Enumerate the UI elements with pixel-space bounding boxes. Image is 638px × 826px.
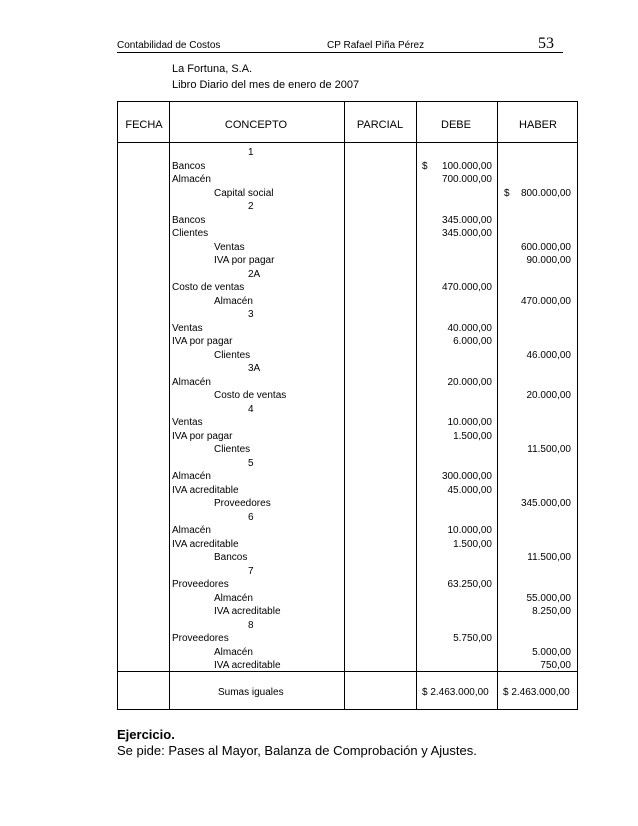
haber-amount: 90.000,00 — [526, 255, 571, 266]
table-row — [118, 376, 577, 389]
debe-amount: 63.250,00 — [447, 579, 492, 590]
haber-amount: 800.000,00 — [520, 187, 571, 199]
debe-amount: 1.500,00 — [453, 430, 492, 442]
debit-account: Costo de ventas — [172, 282, 245, 293]
haber-amount: 46.000,00 — [526, 349, 571, 361]
table-row — [118, 632, 577, 645]
table-row — [118, 551, 577, 564]
entry-number: 8 — [248, 619, 254, 631]
journal-subtitle: Libro Diario del mes de enero de 2007 — [172, 79, 360, 91]
table-row — [118, 646, 577, 659]
credit-account: Clientes — [214, 349, 251, 361]
debe-amount: 10.000,00 — [447, 525, 492, 536]
table-row — [118, 268, 577, 281]
table-row — [118, 659, 577, 672]
table-row — [118, 160, 577, 173]
credit-account: Costo de ventas — [214, 390, 287, 401]
debit-account: Ventas — [172, 322, 203, 334]
table-row — [118, 619, 577, 632]
table-row — [118, 403, 577, 416]
debit-account: IVA por pagar — [172, 430, 233, 442]
table-row — [118, 295, 577, 308]
column-header-concepto: CONCEPTO — [224, 119, 288, 131]
entry-number: 7 — [248, 565, 254, 577]
credit-account: Proveedores — [214, 498, 271, 509]
haber-amount: 55.000,00 — [526, 592, 571, 604]
debe-amount: 10.000,00 — [447, 417, 492, 428]
credit-account: Almacén — [214, 592, 253, 604]
header-row-divider — [118, 142, 577, 143]
debe-amount: 700.000,00 — [441, 174, 492, 185]
credit-account: Ventas — [214, 241, 245, 253]
credit-account: Bancos — [214, 552, 248, 563]
entry-number: 1 — [248, 147, 254, 158]
table-row — [118, 241, 577, 254]
debe-amount: 300.000,00 — [441, 471, 492, 482]
entry-number: 2 — [248, 201, 254, 212]
debe-amount: 345.000,00 — [441, 214, 492, 226]
totals-haber: $ 2.463.000,00 — [503, 687, 570, 698]
table-row — [118, 254, 577, 267]
credit-account: Clientes — [214, 444, 251, 455]
table-row — [118, 497, 577, 510]
entry-number: 2A — [248, 268, 261, 280]
debit-account: Almacén — [172, 471, 211, 482]
running-header-left: Contabilidad de Costos — [117, 40, 221, 51]
column-header-parcial: PARCIAL — [356, 119, 404, 131]
running-header-author: CP Rafael Piña Pérez — [327, 40, 425, 51]
haber-amount: 470.000,00 — [520, 295, 571, 307]
haber-amount: 5.000,00 — [532, 646, 571, 658]
exercise-title: Ejercicio. — [117, 727, 175, 742]
credit-account: Capital social — [214, 187, 274, 199]
credit-account: Almacén — [214, 295, 253, 307]
debit-account: IVA acreditable — [172, 484, 239, 496]
header-rule — [117, 52, 563, 53]
debit-account: Bancos — [172, 214, 206, 226]
table-row — [118, 335, 577, 348]
entry-number: 4 — [248, 403, 254, 415]
table-row — [118, 443, 577, 456]
debit-account: Almacén — [172, 174, 211, 185]
table-row — [118, 565, 577, 578]
table-row — [118, 173, 577, 186]
haber-amount: 345.000,00 — [520, 498, 571, 509]
debit-account: Clientes — [172, 228, 209, 239]
table-row — [118, 511, 577, 524]
table-row — [118, 308, 577, 321]
table-row — [118, 200, 577, 213]
debe-amount: 45.000,00 — [447, 484, 492, 496]
column-header-debe: DEBE — [441, 119, 471, 131]
haber-amount: 11.500,00 — [527, 552, 571, 563]
haber-amount: 8.250,00 — [532, 606, 571, 617]
debit-account: Ventas — [172, 417, 203, 428]
table-row — [118, 470, 577, 483]
credit-account: IVA acreditable — [214, 660, 281, 671]
table-row — [118, 592, 577, 605]
debe-currency-sign: $ — [422, 160, 428, 172]
table-row — [118, 227, 577, 240]
debit-account: Almacén — [172, 376, 211, 388]
haber-amount: 750,00 — [540, 660, 571, 671]
totals-label: Sumas iguales — [218, 687, 284, 698]
company-name: La Fortuna, S.A. — [172, 63, 253, 75]
totals-debe: $ 2.463.000,00 — [422, 687, 489, 698]
entry-number: 5 — [248, 457, 254, 469]
exercise-instructions: Se pide: Pases al Mayor, Balanza de Comprobación y Ajustes. — [117, 743, 477, 758]
debit-account: Almacén — [172, 525, 211, 536]
debe-amount: 1.500,00 — [453, 538, 492, 550]
table-row — [118, 430, 577, 443]
table-row — [118, 524, 577, 537]
debit-account: IVA acreditable — [172, 538, 239, 550]
debe-amount: 40.000,00 — [447, 322, 492, 334]
page-number: 53 — [538, 35, 554, 52]
table-row — [118, 416, 577, 429]
debit-account: IVA por pagar — [172, 336, 233, 347]
debe-amount: 345.000,00 — [441, 228, 492, 239]
debe-amount: 100.000,00 — [441, 160, 492, 172]
table-row — [118, 484, 577, 497]
debit-account: Proveedores — [172, 633, 229, 644]
entry-number: 3A — [248, 363, 261, 374]
haber-amount: 11.500,00 — [527, 444, 571, 455]
credit-account: IVA acreditable — [214, 606, 281, 617]
entry-number: 6 — [248, 511, 254, 523]
haber-amount: 600.000,00 — [520, 241, 571, 253]
table-row — [118, 281, 577, 294]
table-row — [118, 322, 577, 335]
haber-currency-sign: $ — [504, 187, 510, 199]
debe-amount: 5.750,00 — [453, 633, 492, 644]
table-row — [118, 146, 577, 159]
table-row — [118, 578, 577, 591]
table-row — [118, 605, 577, 618]
journal-table — [117, 101, 578, 710]
column-header-fecha: FECHA — [125, 119, 163, 131]
entry-number: 3 — [248, 309, 254, 320]
table-row — [118, 457, 577, 470]
debe-amount: 20.000,00 — [447, 376, 492, 388]
debit-account: Proveedores — [172, 579, 229, 590]
credit-account: Almacén — [214, 646, 253, 658]
column-header-haber: HABER — [519, 119, 557, 131]
credit-account: IVA por pagar — [214, 255, 275, 266]
haber-amount: 20.000,00 — [526, 390, 571, 401]
debe-amount: 6.000,00 — [453, 336, 492, 347]
table-row — [118, 187, 577, 200]
table-row — [118, 362, 577, 375]
table-row — [118, 538, 577, 551]
table-row — [118, 214, 577, 227]
table-row — [118, 389, 577, 402]
debit-account: Bancos — [172, 160, 206, 172]
debe-amount: 470.000,00 — [441, 282, 492, 293]
table-row — [118, 349, 577, 362]
